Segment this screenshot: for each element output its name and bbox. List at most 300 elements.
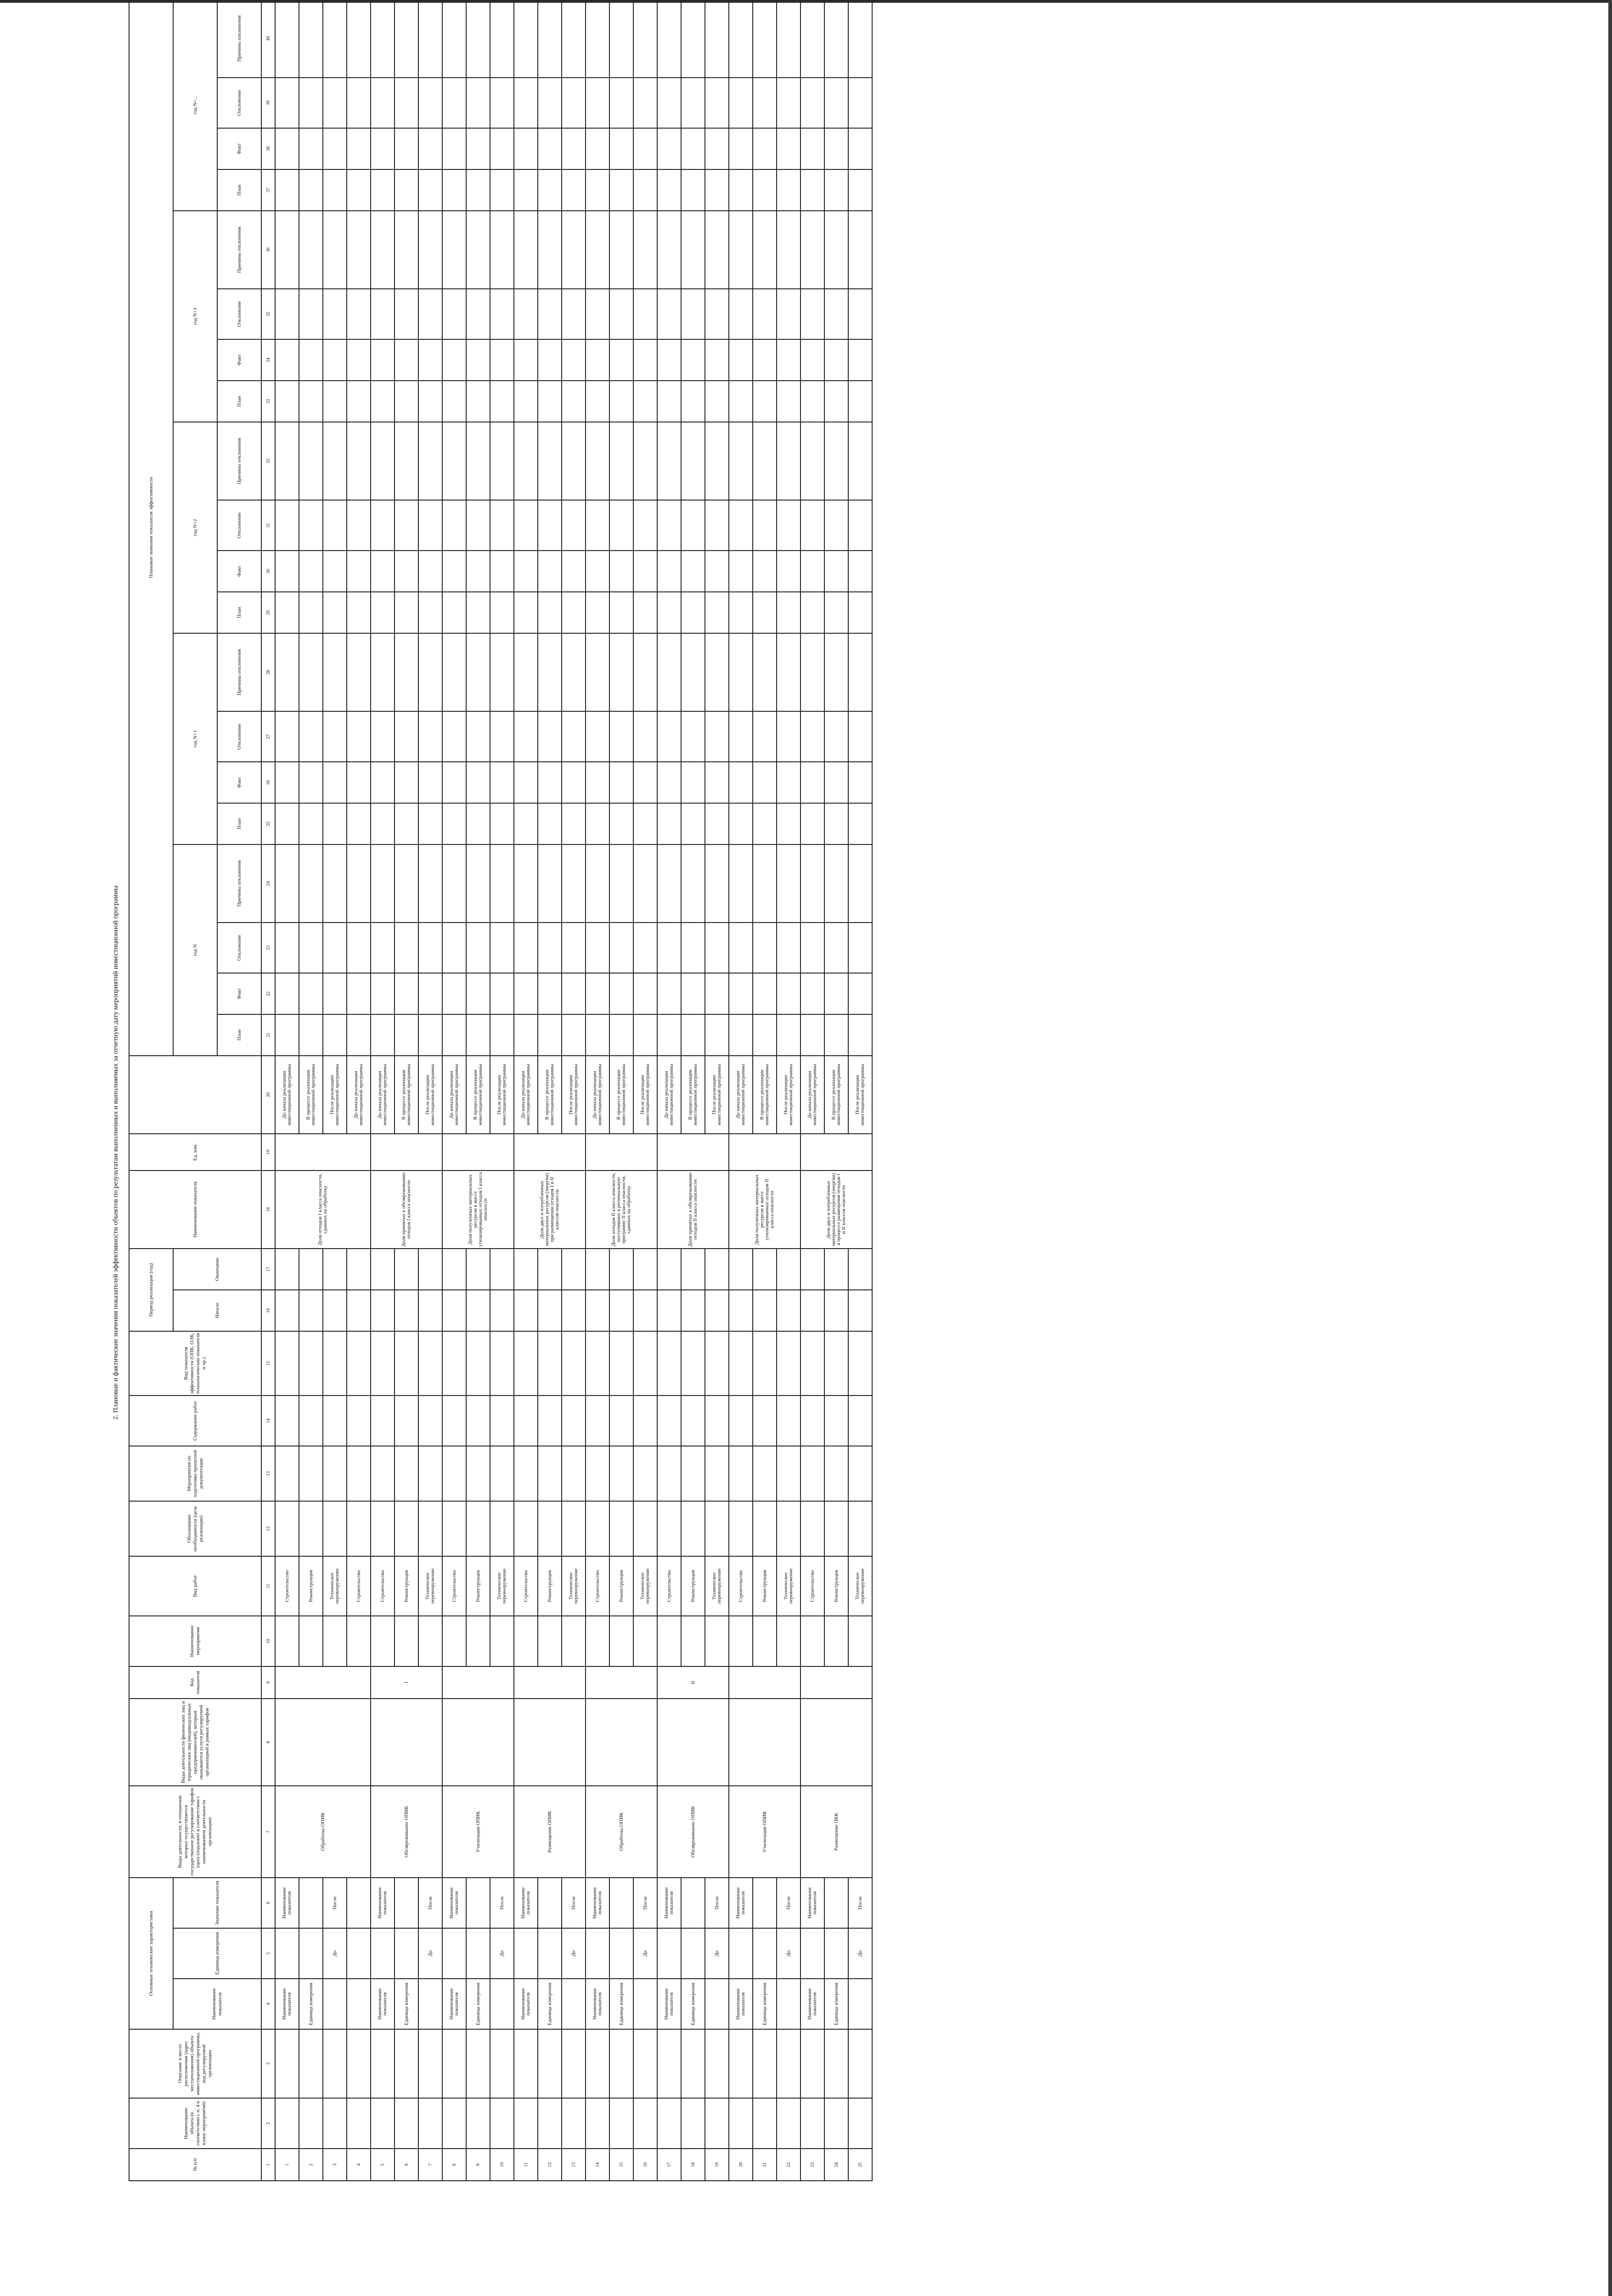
measure-name-cell (657, 1616, 681, 1666)
object-name-cell (490, 2098, 514, 2149)
value-cell (514, 1014, 538, 1056)
activity-kind-2-cell (275, 1699, 371, 1786)
value-cell (538, 1014, 562, 1056)
activity-kind-2-cell (514, 1699, 586, 1786)
value-cell (800, 923, 824, 973)
value-cell (418, 128, 442, 169)
tech-label-cell: Единица измерения (538, 1979, 562, 2029)
value-cell (777, 169, 800, 211)
value-cell (729, 923, 753, 973)
value-cell (299, 78, 323, 128)
justification-cell (657, 1501, 681, 1556)
measure-name-cell (800, 1616, 824, 1666)
period-end-cell (657, 1249, 681, 1290)
value-cell (681, 592, 705, 633)
object-name-cell (538, 2098, 562, 2149)
column-number: 29 (261, 592, 275, 633)
value-cell (562, 289, 586, 339)
value-cell (466, 78, 490, 128)
value-cell (800, 128, 824, 169)
row-number: 17 (657, 2149, 681, 2181)
stage-cell: В процессе реализации инвестиционной программы (466, 1056, 490, 1134)
column-number: 6 (261, 1878, 275, 1928)
value-cell (490, 211, 514, 289)
work-type-cell: Реконструкция (538, 1556, 562, 1616)
column-number: 14 (261, 1396, 275, 1446)
value-cell (514, 973, 538, 1014)
tech-before-cell: До (777, 1928, 800, 1979)
period-end-cell (371, 1249, 395, 1290)
value-cell (824, 211, 848, 289)
location-cell (395, 2029, 418, 2098)
hdr-period: Период реализации (год) (129, 1249, 173, 1331)
value-cell (275, 78, 299, 128)
value-cell (514, 78, 538, 128)
value-cell (275, 339, 299, 381)
value-cell (418, 711, 442, 762)
value-cell (753, 803, 777, 844)
tech-name-cell: После (777, 1878, 800, 1928)
value-cell (753, 762, 777, 803)
work-type-cell: Строительство (275, 1556, 299, 1616)
content-cell (514, 1396, 538, 1446)
measure-name-cell (777, 1616, 800, 1666)
value-cell (347, 78, 371, 128)
value-cell (562, 923, 586, 973)
hdr-year-deviation-reason: Причины отклонения (217, 422, 261, 500)
column-number: 7 (261, 1786, 275, 1878)
value-cell (681, 339, 705, 381)
column-number: 36 (261, 211, 275, 289)
period-end-cell (777, 1249, 800, 1290)
value-cell (442, 289, 466, 339)
value-cell (538, 211, 562, 289)
events-period-cell (490, 1446, 514, 1501)
justification-cell (538, 1501, 562, 1556)
column-number: 32 (261, 422, 275, 500)
measure-name-cell (466, 1616, 490, 1666)
stage-cell: После реализации инвестиционной программы (323, 1056, 347, 1134)
value-cell (275, 633, 299, 711)
tech-name-cell: Наименование показателя (657, 1878, 681, 1928)
events-period-cell (299, 1446, 323, 1501)
value-cell (777, 78, 800, 128)
value-cell (824, 422, 848, 500)
events-period-cell (800, 1446, 824, 1501)
value-cell (514, 711, 538, 762)
value-cell (395, 1014, 418, 1056)
tech-label-cell (633, 1979, 657, 2029)
measure-name-cell (705, 1616, 729, 1666)
period-end-cell (442, 1249, 466, 1290)
value-cell (705, 844, 729, 923)
value-cell (442, 592, 466, 633)
value-cell (848, 381, 872, 422)
row-number: 14 (586, 2149, 609, 2181)
activity-kind-cell: Обезвреживание ОПИК (657, 1786, 729, 1878)
value-cell (347, 0, 371, 78)
row-number: 9 (466, 2149, 490, 2181)
hdr-tech-unit: Единица измерения (173, 1928, 261, 1979)
value-cell (490, 78, 514, 128)
value-cell (848, 711, 872, 762)
value-cell (418, 803, 442, 844)
location-cell (562, 2029, 586, 2098)
hdr-justification: Обоснование необходимости (цель реализации) (129, 1501, 261, 1556)
table-row (586, 0, 609, 2181)
value-cell (490, 973, 514, 1014)
object-name-cell (395, 2098, 418, 2149)
period-end-cell (753, 1249, 777, 1290)
column-number: 3 (261, 2029, 275, 2098)
hdr-content: Содержание работ (129, 1396, 261, 1446)
value-cell (562, 551, 586, 592)
value-cell (729, 381, 753, 422)
activity-kind-cell: Обработка ОПИК (586, 1786, 657, 1878)
kind-indicator-cell (824, 1331, 848, 1396)
code-cell (514, 1666, 586, 1699)
header-row-1 (129, 0, 173, 2181)
value-cell (371, 711, 395, 762)
value-cell (347, 289, 371, 339)
value-cell (633, 1014, 657, 1056)
value-cell (347, 633, 371, 711)
justification-cell (466, 1501, 490, 1556)
value-cell (395, 0, 418, 78)
value-cell (347, 422, 371, 500)
value-cell (347, 211, 371, 289)
value-cell (299, 633, 323, 711)
content-cell (729, 1396, 753, 1446)
value-cell (371, 169, 395, 211)
value-cell (442, 1014, 466, 1056)
kind-indicator-cell (777, 1331, 800, 1396)
value-cell (371, 551, 395, 592)
value-cell (323, 289, 347, 339)
stage-cell: После реализации инвестиционной программы (777, 1056, 800, 1134)
value-cell (848, 844, 872, 923)
value-cell (395, 592, 418, 633)
value-cell (442, 803, 466, 844)
work-type-cell: Строительство (586, 1556, 609, 1616)
value-cell (538, 289, 562, 339)
stage-cell: В процессе реализации инвестиционной программы (753, 1056, 777, 1134)
value-cell (800, 633, 824, 711)
value-cell (681, 289, 705, 339)
column-number: 24 (261, 844, 275, 923)
content-cell (395, 1396, 418, 1446)
value-cell (824, 803, 848, 844)
value-cell (562, 592, 586, 633)
object-name-cell (753, 2098, 777, 2149)
value-cell (729, 973, 753, 1014)
tech-name-cell (753, 1878, 777, 1928)
value-cell (418, 551, 442, 592)
value-cell (848, 169, 872, 211)
value-cell (275, 422, 299, 500)
events-period-cell (609, 1446, 633, 1501)
value-cell (323, 551, 347, 592)
row-number: 15 (609, 2149, 633, 2181)
value-cell (681, 0, 705, 78)
activity-kind-2-cell (657, 1699, 729, 1786)
value-cell (800, 592, 824, 633)
row-number: 8 (442, 2149, 466, 2181)
value-cell (323, 844, 347, 923)
value-cell (609, 169, 633, 211)
value-cell (323, 211, 347, 289)
activity-kind-cell: Размещение ПКК (800, 1786, 872, 1878)
value-cell (466, 711, 490, 762)
value-cell (800, 289, 824, 339)
period-start-cell (418, 1290, 442, 1331)
row-number: 20 (729, 2149, 753, 2181)
value-cell (729, 592, 753, 633)
hdr-year-plan: План (217, 803, 261, 844)
content-cell (466, 1396, 490, 1446)
value-cell (657, 289, 681, 339)
value-cell (490, 500, 514, 551)
value-cell (514, 211, 538, 289)
value-cell (466, 422, 490, 500)
value-cell (323, 923, 347, 973)
value-cell (538, 500, 562, 551)
value-cell (609, 339, 633, 381)
value-cell (442, 923, 466, 973)
tech-before-cell (371, 1928, 395, 1979)
code-cell: I (371, 1666, 442, 1699)
value-cell (657, 169, 681, 211)
value-cell (609, 500, 633, 551)
value-cell (800, 551, 824, 592)
hdr-year-fact: Факт (217, 128, 261, 169)
value-cell (681, 422, 705, 500)
value-cell (490, 1014, 514, 1056)
tech-label-cell (490, 1979, 514, 2029)
value-cell (562, 422, 586, 500)
column-number: 4 (261, 1979, 275, 2029)
column-number: 11 (261, 1556, 275, 1616)
column-number: 8 (261, 1699, 275, 1786)
value-cell (323, 381, 347, 422)
value-cell (681, 169, 705, 211)
column-number: 20 (261, 1056, 275, 1134)
row-number: 1 (275, 2149, 299, 2181)
hdr-year-n2: год N+2 (173, 422, 217, 633)
code-cell: II (657, 1666, 729, 1699)
tech-name-cell: После (705, 1878, 729, 1928)
object-name-cell (681, 2098, 705, 2149)
measure-name-cell (347, 1616, 371, 1666)
value-cell (800, 844, 824, 923)
period-start-cell (609, 1290, 633, 1331)
value-cell (777, 973, 800, 1014)
value-cell (418, 592, 442, 633)
tech-before-cell (657, 1928, 681, 1979)
object-name-cell (657, 2098, 681, 2149)
value-cell (681, 1014, 705, 1056)
stage-cell: До начала реализации инвестиционной программы (514, 1056, 538, 1134)
stage-cell: В процессе реализации инвестиционной программы (299, 1056, 323, 1134)
kind-indicator-cell (323, 1331, 347, 1396)
value-cell (705, 289, 729, 339)
hdr-measure-name: Наименование мероприятия (129, 1616, 261, 1666)
tech-before-cell (753, 1928, 777, 1979)
value-cell (371, 803, 395, 844)
value-cell (777, 844, 800, 923)
value-cell (609, 551, 633, 592)
value-cell (466, 381, 490, 422)
value-cell (586, 923, 609, 973)
value-cell (633, 78, 657, 128)
tech-label-cell (705, 1979, 729, 2029)
value-cell (299, 0, 323, 78)
column-number: 21 (261, 1014, 275, 1056)
period-end-cell (299, 1249, 323, 1290)
value-cell (657, 381, 681, 422)
value-cell (681, 78, 705, 128)
work-type-cell: Техническое перевооружение (323, 1556, 347, 1616)
column-number: 27 (261, 711, 275, 762)
period-start-cell (681, 1290, 705, 1331)
column-number-row (261, 0, 275, 2181)
period-start-cell (442, 1290, 466, 1331)
value-cell (777, 128, 800, 169)
value-cell (490, 0, 514, 78)
value-cell (323, 762, 347, 803)
kind-indicator-cell (395, 1331, 418, 1396)
indicator-name-cell: Доля отходов II класса опасности, поступивших в региональную программу II класса опасности, сданных на обработку (586, 1171, 657, 1249)
content-cell (657, 1396, 681, 1446)
value-cell (800, 381, 824, 422)
value-cell (323, 78, 347, 128)
value-cell (371, 0, 395, 78)
hdr-year-plan: План (217, 1014, 261, 1056)
value-cell (466, 289, 490, 339)
row-number: 23 (800, 2149, 824, 2181)
value-cell (323, 500, 347, 551)
value-cell (395, 128, 418, 169)
kind-indicator-cell (347, 1331, 371, 1396)
events-period-cell (729, 1446, 753, 1501)
kind-indicator-cell (609, 1331, 633, 1396)
tech-name-cell (299, 1878, 323, 1928)
value-cell (657, 711, 681, 762)
value-cell (729, 169, 753, 211)
value-cell (442, 128, 466, 169)
work-type-cell: Строительство (729, 1556, 753, 1616)
events-period-cell (681, 1446, 705, 1501)
tech-before-cell: До (848, 1928, 872, 1979)
value-cell (466, 339, 490, 381)
tech-label-cell: Наименование показателя (800, 1979, 824, 2029)
row-number: 6 (395, 2149, 418, 2181)
value-cell (657, 500, 681, 551)
tech-name-cell: После (418, 1878, 442, 1928)
value-cell (299, 592, 323, 633)
object-name-cell (800, 2098, 824, 2149)
events-period-cell (275, 1446, 299, 1501)
justification-cell (371, 1501, 395, 1556)
value-cell (490, 551, 514, 592)
stage-cell: До начала реализации инвестиционной программы (729, 1056, 753, 1134)
value-cell (562, 633, 586, 711)
column-number: 40 (261, 0, 275, 78)
row-number: 4 (347, 2149, 371, 2181)
period-end-cell (633, 1249, 657, 1290)
unit-cell (275, 1134, 371, 1171)
object-name-cell (824, 2098, 848, 2149)
kind-indicator-cell (275, 1331, 299, 1396)
hdr-stage (129, 1056, 261, 1134)
value-cell (442, 339, 466, 381)
justification-cell (705, 1501, 729, 1556)
location-cell (681, 2029, 705, 2098)
indicator-name-cell: Доля полученных материальных ресурсов в массе утилизированных отходов I класса опасности (442, 1171, 514, 1249)
value-cell (538, 169, 562, 211)
tech-label-cell (848, 1979, 872, 2029)
value-cell (275, 211, 299, 289)
indicator-name-cell: Доля отходов I класса опасности, сданных на обработку (275, 1171, 371, 1249)
object-name-cell (299, 2098, 323, 2149)
work-type-cell: Реконструкция (466, 1556, 490, 1616)
efficiency-table (129, 0, 873, 2181)
tech-before-cell (514, 1928, 538, 1979)
hdr-year-fact: Факт (217, 973, 261, 1014)
justification-cell (347, 1501, 371, 1556)
hdr-code: Код показателя (129, 1666, 261, 1699)
value-cell (442, 211, 466, 289)
value-cell (777, 762, 800, 803)
value-cell (371, 592, 395, 633)
period-start-cell (633, 1290, 657, 1331)
kind-indicator-cell (848, 1331, 872, 1396)
justification-cell (442, 1501, 466, 1556)
stage-cell: После реализации инвестиционной программы (705, 1056, 729, 1134)
value-cell (418, 633, 442, 711)
object-name-cell (777, 2098, 800, 2149)
value-cell (442, 422, 466, 500)
value-cell (848, 339, 872, 381)
measure-name-cell (371, 1616, 395, 1666)
tech-before-cell (347, 1928, 371, 1979)
location-cell (466, 2029, 490, 2098)
value-cell (538, 0, 562, 78)
hdr-year-deviation: Отклонение (217, 289, 261, 339)
value-cell (657, 422, 681, 500)
value-cell (347, 973, 371, 1014)
value-cell (848, 422, 872, 500)
object-name-cell (848, 2098, 872, 2149)
tech-name-cell: После (323, 1878, 347, 1928)
value-cell (633, 762, 657, 803)
value-cell (609, 844, 633, 923)
events-period-cell (418, 1446, 442, 1501)
activity-kind-2-cell (800, 1699, 872, 1786)
tech-label-cell (323, 1979, 347, 2029)
value-cell (657, 633, 681, 711)
period-start-cell (800, 1290, 824, 1331)
object-name-cell (347, 2098, 371, 2149)
tech-before-cell: До (490, 1928, 514, 1979)
work-type-cell: Техническое перевооружение (633, 1556, 657, 1616)
content-cell (800, 1396, 824, 1446)
value-cell (347, 844, 371, 923)
value-cell (800, 422, 824, 500)
value-cell (824, 1014, 848, 1056)
value-cell (681, 923, 705, 973)
value-cell (681, 211, 705, 289)
